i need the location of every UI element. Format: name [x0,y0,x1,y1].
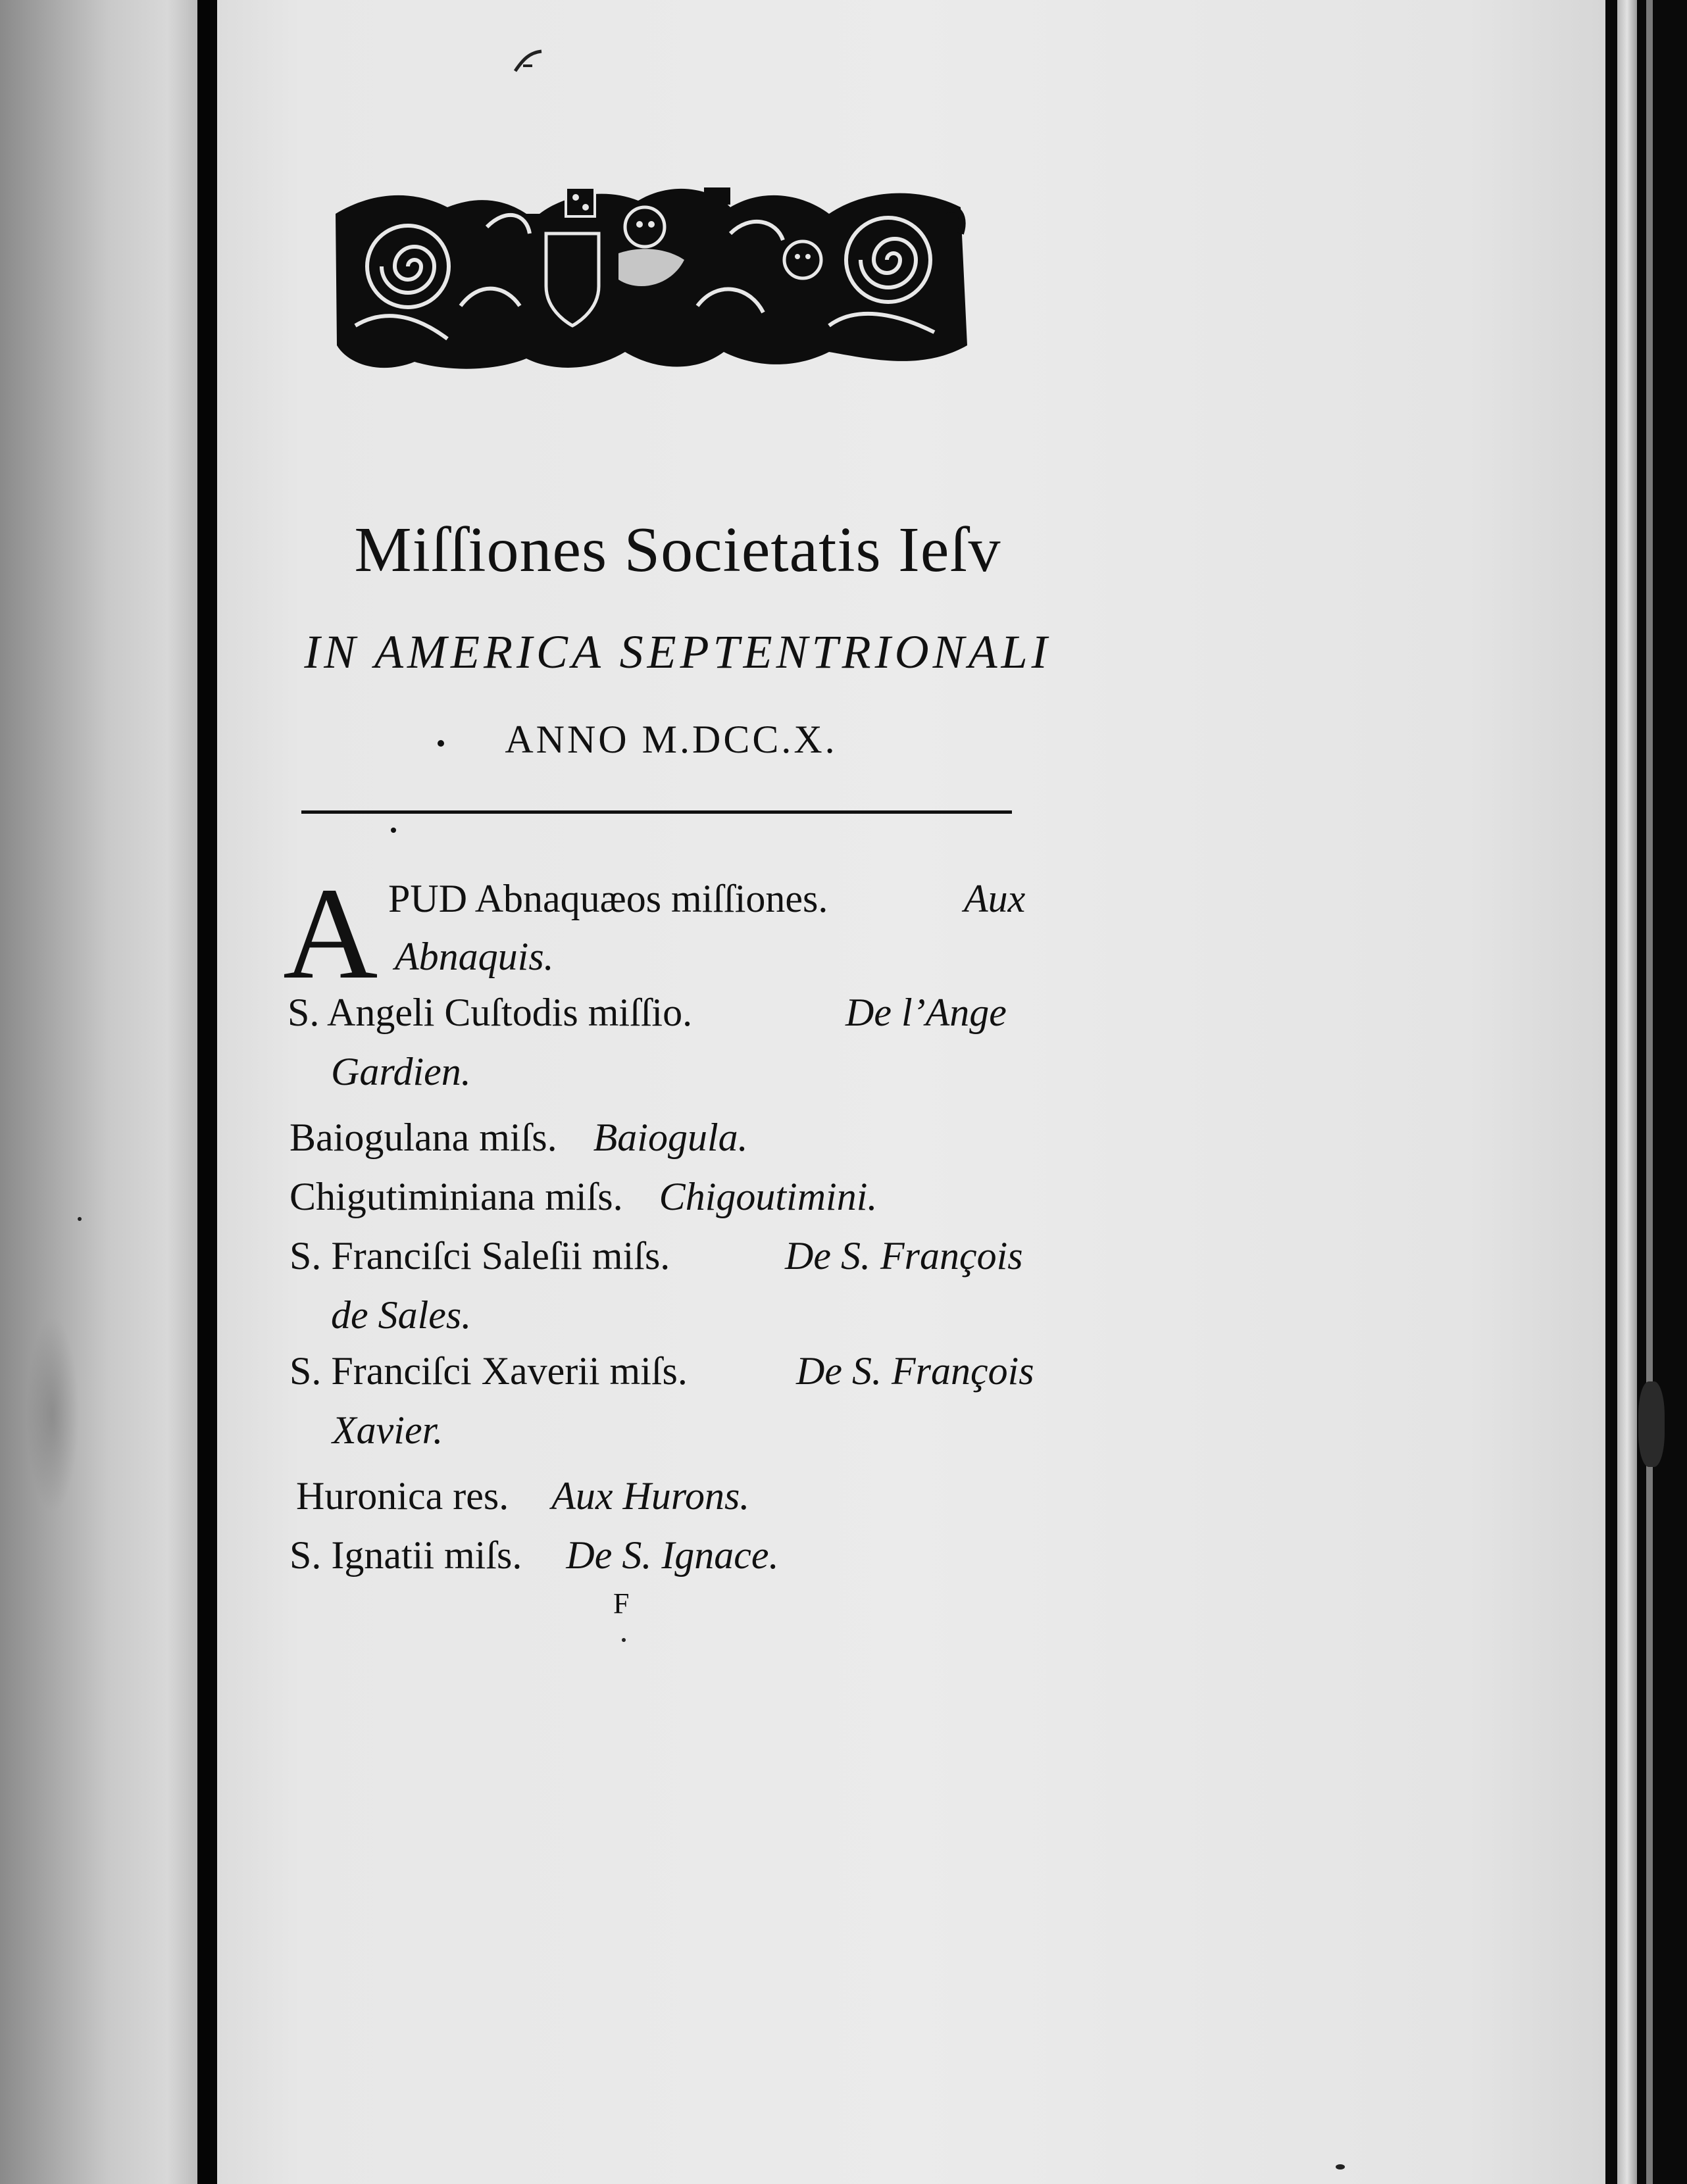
page-edge-sliver [1617,0,1637,2184]
entry-french: Gardien. [331,1050,471,1093]
entry-latin: S. Ignatii miſs. [290,1533,522,1577]
entry-french: de Sales. [331,1293,472,1337]
speck [78,1217,82,1221]
drop-cap: A [283,861,378,1006]
book-gutter [197,0,217,2184]
woodcut-headpiece-ornament [329,174,974,378]
entry-line [332,1408,443,1453]
entry-french: De S. François [785,1234,1023,1278]
entry-line [785,1233,1023,1279]
horizontal-rule [301,810,1012,814]
entry-line [331,1293,471,1338]
entry-french: Chigoutimini. [659,1175,878,1218]
entry-french: De S. François [796,1349,1034,1393]
entry-french: De l’Ange [845,991,1007,1034]
year-line: ANNO M.DCC.X. [505,718,838,761]
entry-french: Aux Hurons. [551,1474,750,1518]
entry-latin: S. Angeli Cuſtodis miſſio. [288,991,693,1034]
facing-page-edge [0,0,197,2184]
pen-mark [510,46,549,79]
entry-latin: Baiogulana miſs. [290,1116,557,1159]
speck [1336,2164,1345,2170]
entry-latin: PUD Abnaquæos miſſiones. [388,877,828,920]
entry-line [395,934,554,980]
entry-line [331,1049,471,1095]
entry-latin: S. Franciſci Xaverii miſs. [290,1349,688,1393]
entry-line [290,1115,748,1160]
entry-line [290,1233,670,1279]
page-edge [1605,0,1687,2184]
entry-latin: Chigutiminiana miſs. [290,1175,623,1218]
page-subtitle: IN AMERICA SEPTENTRIONALI [304,626,1051,678]
entry-french: Xavier. [332,1408,443,1452]
entry-line [388,876,828,922]
entry-french: Baiogula. [593,1116,748,1159]
entry-line [296,1474,749,1519]
signature-mark: F [613,1587,630,1620]
entry-line [964,876,1025,922]
speck [622,1638,626,1642]
entry-line [290,1533,779,1578]
speck [391,828,396,833]
entry-line [290,1349,688,1394]
entry-latin: S. Franciſci Saleſii miſs. [290,1234,670,1278]
page-title: Miſſiones Societatis Ieſv [354,514,1001,585]
entry-line [288,990,692,1035]
entry-french: Aux [964,877,1026,920]
entry-french: De S. Ignace. [566,1533,779,1577]
page-edge-shadow [1646,0,1653,2184]
entry-line [796,1349,1034,1394]
page-edge-notch [1638,1381,1665,1467]
entry-latin: Huronica res. [296,1474,509,1518]
entry-line [845,990,1007,1035]
entry-french: Abnaquis. [395,935,554,978]
entry-line [290,1174,877,1220]
